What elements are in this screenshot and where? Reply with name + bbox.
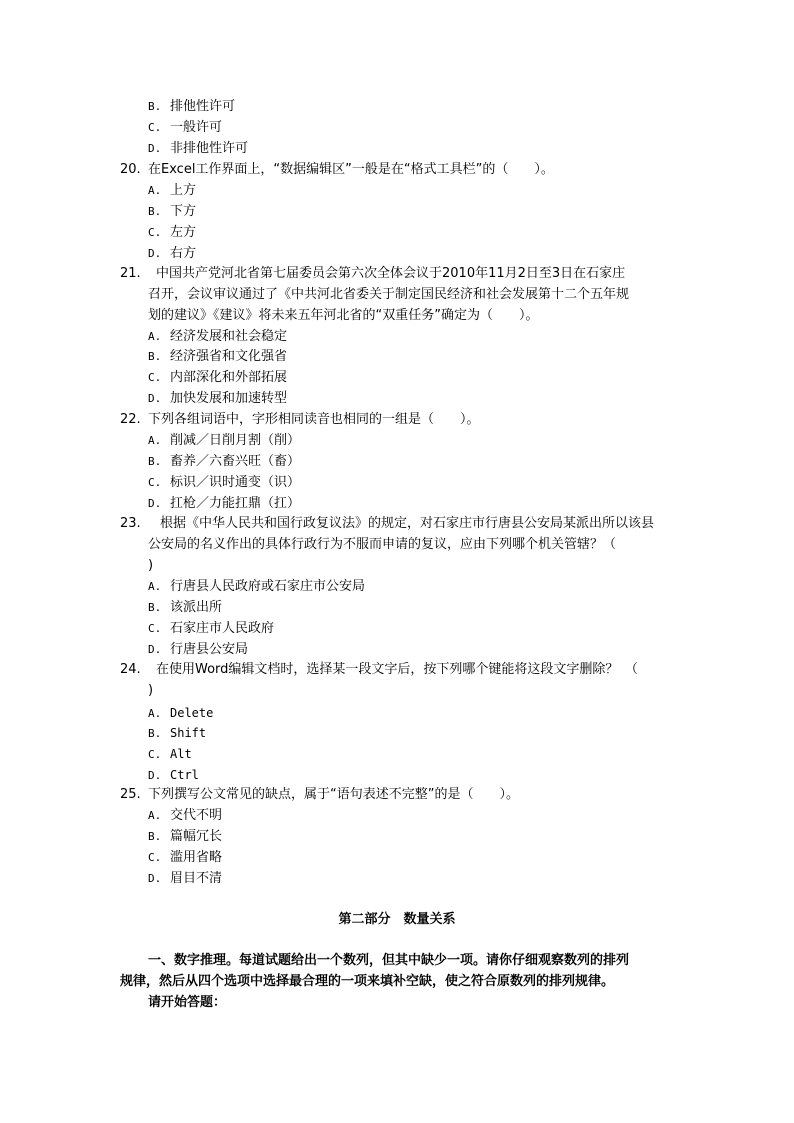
option-d: D. 行唐县公安局: [148, 642, 249, 657]
question-text-line-1: 根据《中华人民共和国行政复议法》的规定，对石家庄市行唐县公安局某派出所以该县: [160, 516, 655, 531]
section-title: 第二部分 数量关系: [338, 912, 456, 927]
option-b: B. Shift: [148, 726, 207, 740]
option-c: C. 一般许可: [148, 120, 223, 135]
option-c: C. 石家庄市人民政府: [148, 621, 275, 636]
question-text: 下列各组词语中，字形相同读音也相同的一组是（ ）。: [148, 412, 480, 427]
question-text-line-3: ): [148, 558, 154, 573]
question-text-line-2: ): [148, 683, 154, 698]
option-b: B. 畜养／六畜兴旺（畜）: [148, 454, 301, 469]
question-number: 24.: [120, 662, 141, 677]
option-d: D. 加快发展和加速转型: [148, 391, 288, 406]
option-d: D. 非排他性许可: [148, 141, 249, 156]
question-text: 在Excel工作界面上，“数据编辑区”一般是在“格式工具栏”的（ ）。: [148, 162, 554, 177]
option-c: C. Alt: [148, 747, 192, 761]
question-number: 21.: [120, 266, 141, 281]
section-intro-line-2: 规律，然后从四个选项中选择最合理的一项来填补空缺，使之符合原数列的排列规律。: [120, 974, 615, 989]
question-text-line-2: 公安局的名义作出的具体行政行为不服而申请的复议，应由下列哪个机关管辖？（: [148, 537, 617, 552]
question-text-line-1: 中国共产党河北省第七届委员会第六次全体会议于2010年11月2日至3日在石家庄: [156, 266, 626, 281]
option-d: D. 眉目不清: [148, 871, 223, 886]
section-intro-line-3: 请开始答题：: [148, 995, 227, 1010]
option-a: A. Delete: [148, 706, 214, 720]
option-d: D. Ctrl: [148, 768, 199, 782]
option-a: A. 交代不明: [148, 808, 223, 823]
question-number: 20.: [120, 162, 141, 177]
question-number: 23.: [120, 516, 141, 531]
option-c: C. 标识／识时通变（识）: [148, 475, 301, 490]
option-b: B. 下方: [148, 204, 197, 219]
question-text-line-2: 召开，会议审议通过了《中共河北省委关于制定国民经济和社会发展第十二个五年规: [148, 287, 630, 302]
option-d: D. 扛枪／力能扛鼎（扛）: [148, 496, 301, 511]
option-c: C. 内部深化和外部拓展: [148, 370, 288, 385]
option-b: B. 该派出所: [148, 600, 223, 615]
option-d: D. 右方: [148, 246, 197, 261]
option-a: A. 行唐县人民政府或石家庄市公安局: [148, 579, 366, 594]
option-a: A. 经济发展和社会稳定: [148, 329, 288, 344]
option-a: A. 削减／日削月割（削）: [148, 433, 301, 448]
option-b: B. 排他性许可: [148, 99, 236, 114]
option-b: B. 篇幅冗长: [148, 829, 223, 844]
question-text-line-3: 划的建议》《建议》将未来五年河北省的“双重任务”确定为（ ）。: [148, 308, 539, 323]
question-number: 25.: [120, 787, 141, 802]
option-a: A. 上方: [148, 183, 197, 198]
question-text-line-1: 在使用Word编辑文档时，选择某一段文字后，按下列哪个键能将这段文字删除？ （: [156, 662, 638, 677]
section-intro-line-1: 一、数字推理。每道试题给出一个数列，但其中缺少一项。请你仔细观察数列的排列: [148, 953, 630, 968]
question-number: 22.: [120, 412, 141, 427]
option-c: C. 滥用省略: [148, 850, 223, 865]
question-text: 下列撰写公文常见的缺点，属于“语句表述不完整”的是（ ）。: [148, 787, 519, 802]
option-c: C. 左方: [148, 225, 197, 240]
option-b: B. 经济强省和文化强省: [148, 349, 288, 364]
